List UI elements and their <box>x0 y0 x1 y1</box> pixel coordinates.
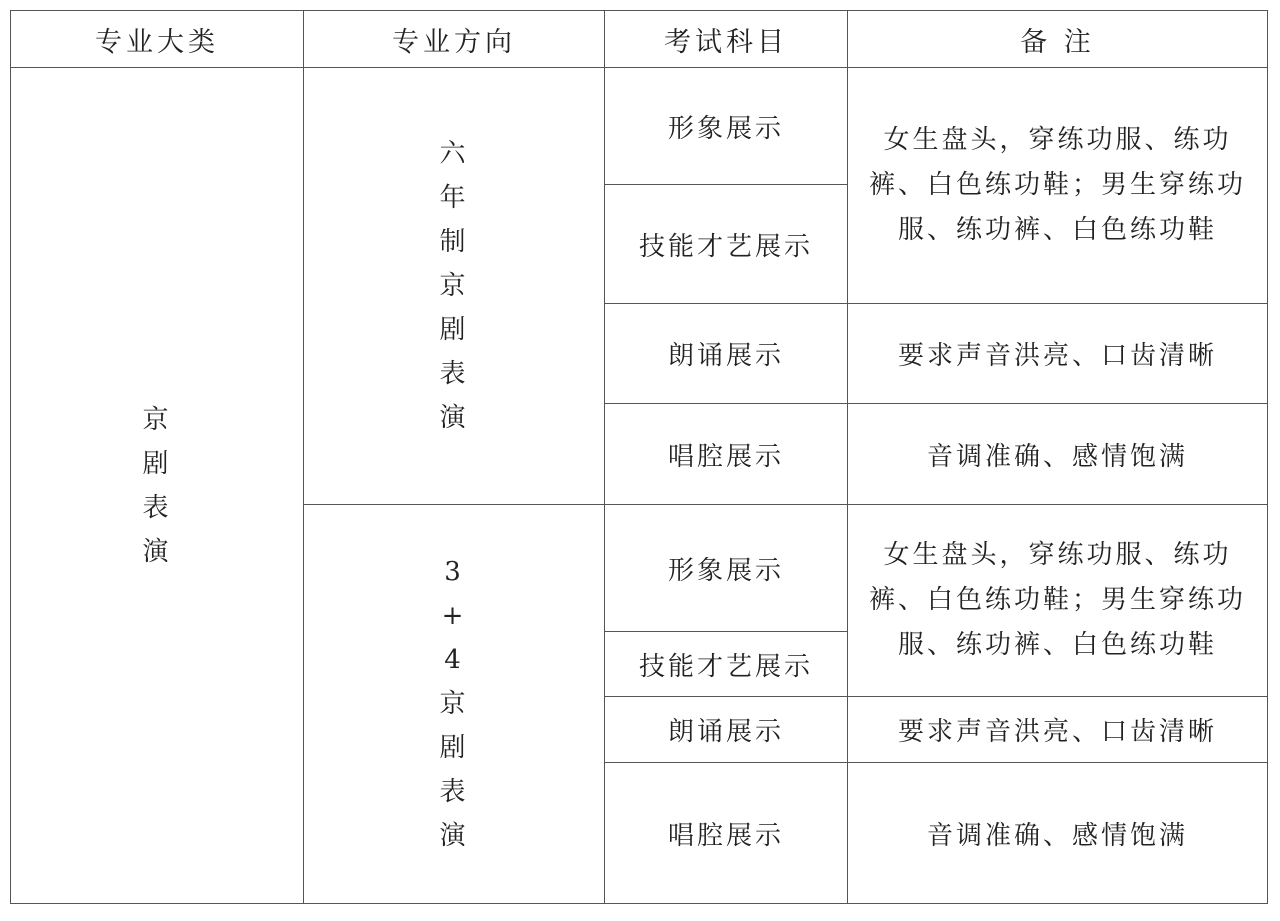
direction-char: 4 <box>444 645 464 675</box>
category-char: 演 <box>142 536 172 567</box>
subject-cell: 形象展示 <box>605 505 848 632</box>
exam-subjects-table <box>10 10 1268 904</box>
category-char: 剧 <box>142 448 172 479</box>
remarks-line: 女生盘头，穿练功服、练功 <box>883 125 1232 155</box>
direction-char: 年 <box>439 183 469 213</box>
subject-cell: 朗诵展示 <box>605 304 848 404</box>
table-row <box>11 68 1268 185</box>
remarks-line: 服、练功裤、白色练功鞋 <box>897 215 1217 245</box>
subject-cell: 形象展示 <box>605 68 848 185</box>
subject-cell: 唱腔展示 <box>605 404 848 505</box>
remarks-cell-dress <box>848 68 1268 304</box>
remarks-cell-recite: 要求声音洪亮、口齿清晰 <box>848 304 1268 404</box>
direction-char: 表 <box>439 777 469 807</box>
direction-char: 剧 <box>439 733 469 763</box>
remarks-cell-dress <box>848 505 1268 697</box>
table-header-row <box>11 11 1268 68</box>
header-direction: 专业方向 <box>304 11 605 68</box>
header-subject: 考试科目 <box>605 11 848 68</box>
direction-char: 京 <box>439 689 469 719</box>
direction-cell-six-year <box>304 68 605 505</box>
direction-char: 演 <box>439 403 469 433</box>
direction-char: + <box>441 601 467 631</box>
remarks-line: 女生盘头，穿练功服、练功 <box>883 540 1232 570</box>
direction-char: 京 <box>439 271 469 301</box>
direction-char: 表 <box>439 359 469 389</box>
remarks-cell-recite: 要求声音洪亮、口齿清晰 <box>848 697 1268 763</box>
remarks-line: 裤、白色练功鞋；男生穿练功 <box>868 170 1246 200</box>
category-char: 表 <box>142 492 172 523</box>
remarks-cell-sing: 音调准确、感情饱满 <box>848 404 1268 505</box>
direction-char: 剧 <box>439 315 469 345</box>
remarks-line: 裤、白色练功鞋；男生穿练功 <box>868 585 1246 615</box>
direction-char: 演 <box>439 821 469 851</box>
category-char: 京 <box>142 404 172 435</box>
subject-cell: 朗诵展示 <box>605 697 848 763</box>
direction-char: 3 <box>444 557 464 587</box>
subject-cell: 技能才艺展示 <box>605 185 848 304</box>
header-category: 专业大类 <box>11 11 304 68</box>
direction-cell-three-plus-four <box>304 505 605 904</box>
remarks-cell-sing: 音调准确、感情饱满 <box>848 763 1268 904</box>
header-remarks: 备 注 <box>848 11 1268 68</box>
subject-cell: 技能才艺展示 <box>605 632 848 697</box>
direction-char: 制 <box>439 227 469 257</box>
category-cell <box>11 68 304 904</box>
remarks-line: 服、练功裤、白色练功鞋 <box>897 630 1217 660</box>
subject-cell: 唱腔展示 <box>605 763 848 904</box>
direction-char: 六 <box>439 139 469 169</box>
